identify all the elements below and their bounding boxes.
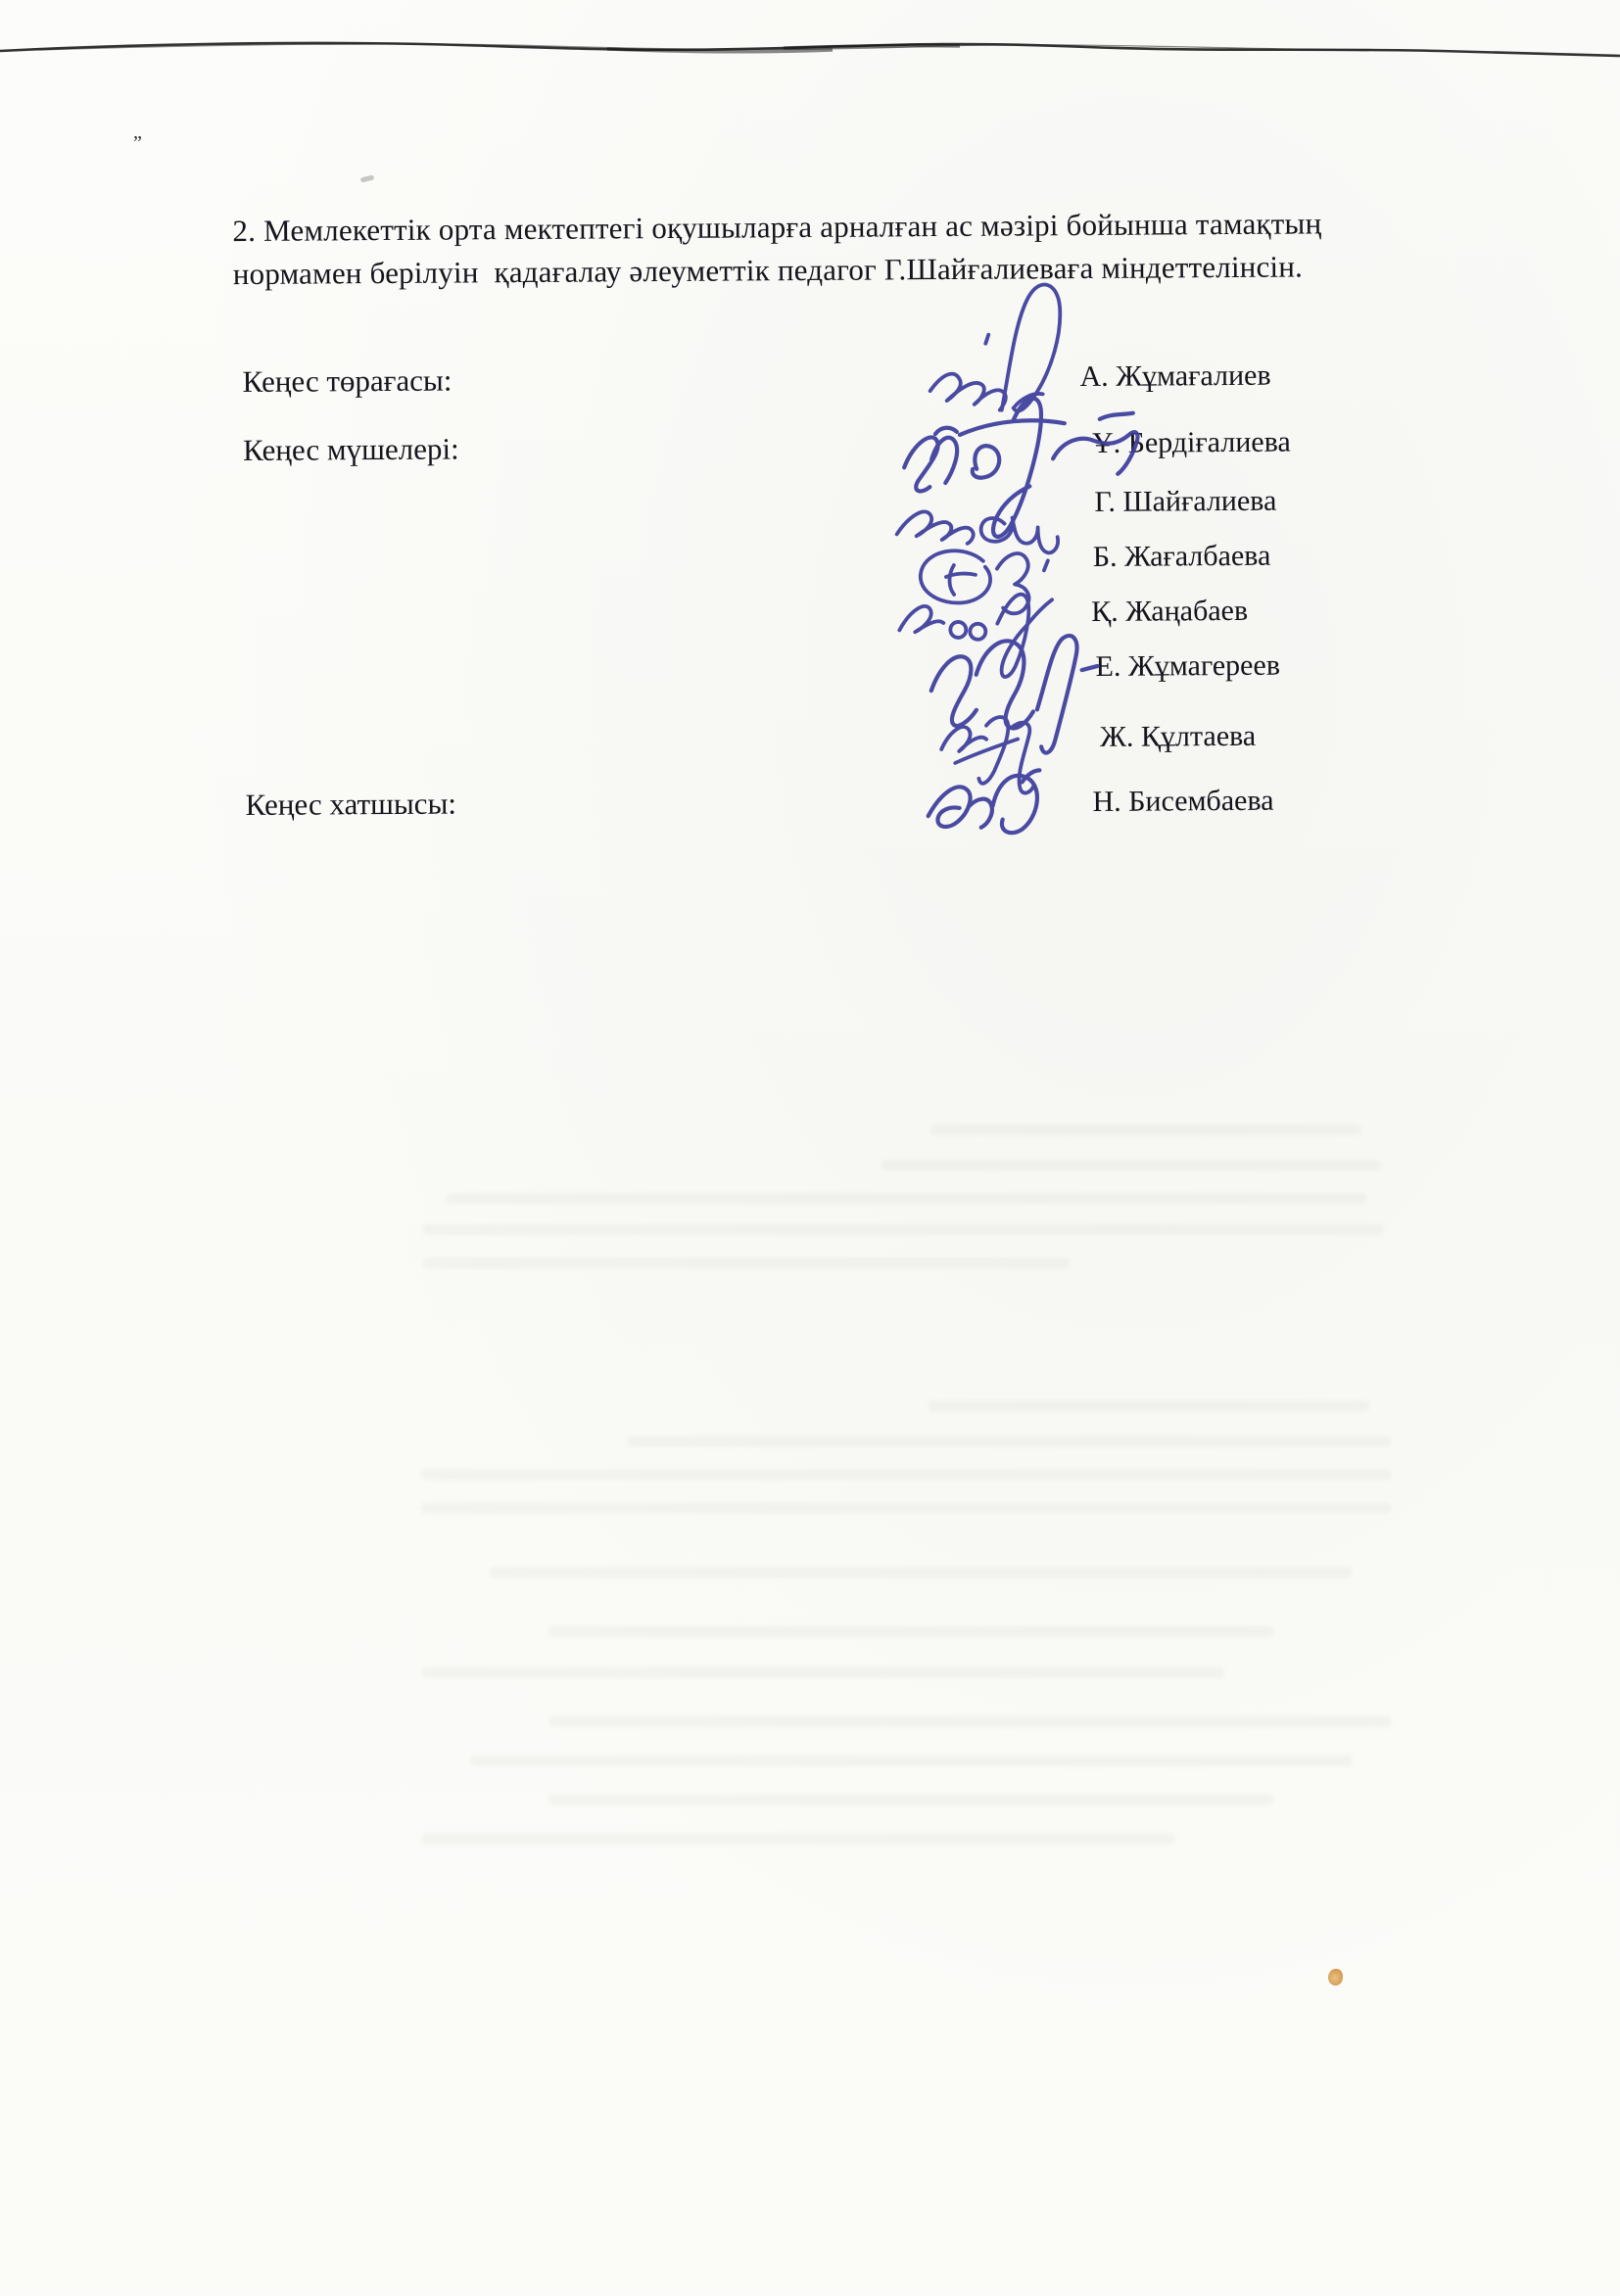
- signatory-name: Ж. Құлтаева: [1100, 720, 1256, 754]
- signatory-name: А. Жұмағалиев: [1079, 359, 1270, 394]
- signatory-name: Қ. Жаңабаев: [1091, 595, 1248, 629]
- signature-bisembayeva: [928, 770, 1039, 833]
- signature-zhanabayev: [899, 594, 1053, 677]
- signature-kultaeva: [941, 717, 1034, 793]
- role-label-chairman: Кеңес төрағасы:: [242, 363, 452, 400]
- role-label-members: Кеңес мүшелері:: [243, 431, 459, 468]
- signatory-name: Ұ. Бердіғалиева: [1092, 426, 1291, 460]
- signature-zhumagaliev: [929, 284, 1061, 411]
- signatory-name: Н. Бисембаева: [1092, 785, 1273, 819]
- signatory-name: Е. Жұмагереев: [1095, 649, 1280, 684]
- ink-speck-dark: ”: [133, 138, 142, 149]
- paragraph-line-1: 2. Мемлекеттік орта мектептегі оқушыларға арналған ас мәзірі бойынша тамақтың: [232, 202, 1321, 253]
- signatory-name: Б. Жағалбаева: [1093, 540, 1271, 574]
- role-label-secretary: Кеңес хатшысы:: [245, 787, 456, 824]
- signatory-name: Г. Шайғалиева: [1094, 485, 1276, 519]
- paragraph-line-2: нормамен берілуін қадағалау әлеуметтік педагог Г.Шайғалиеваға міндеттелінсін.: [233, 245, 1304, 296]
- signature-shaigalieva: [896, 510, 1058, 553]
- signature-zhumagereev: [930, 636, 1098, 754]
- signature-zhagalbaeva: [921, 550, 1049, 614]
